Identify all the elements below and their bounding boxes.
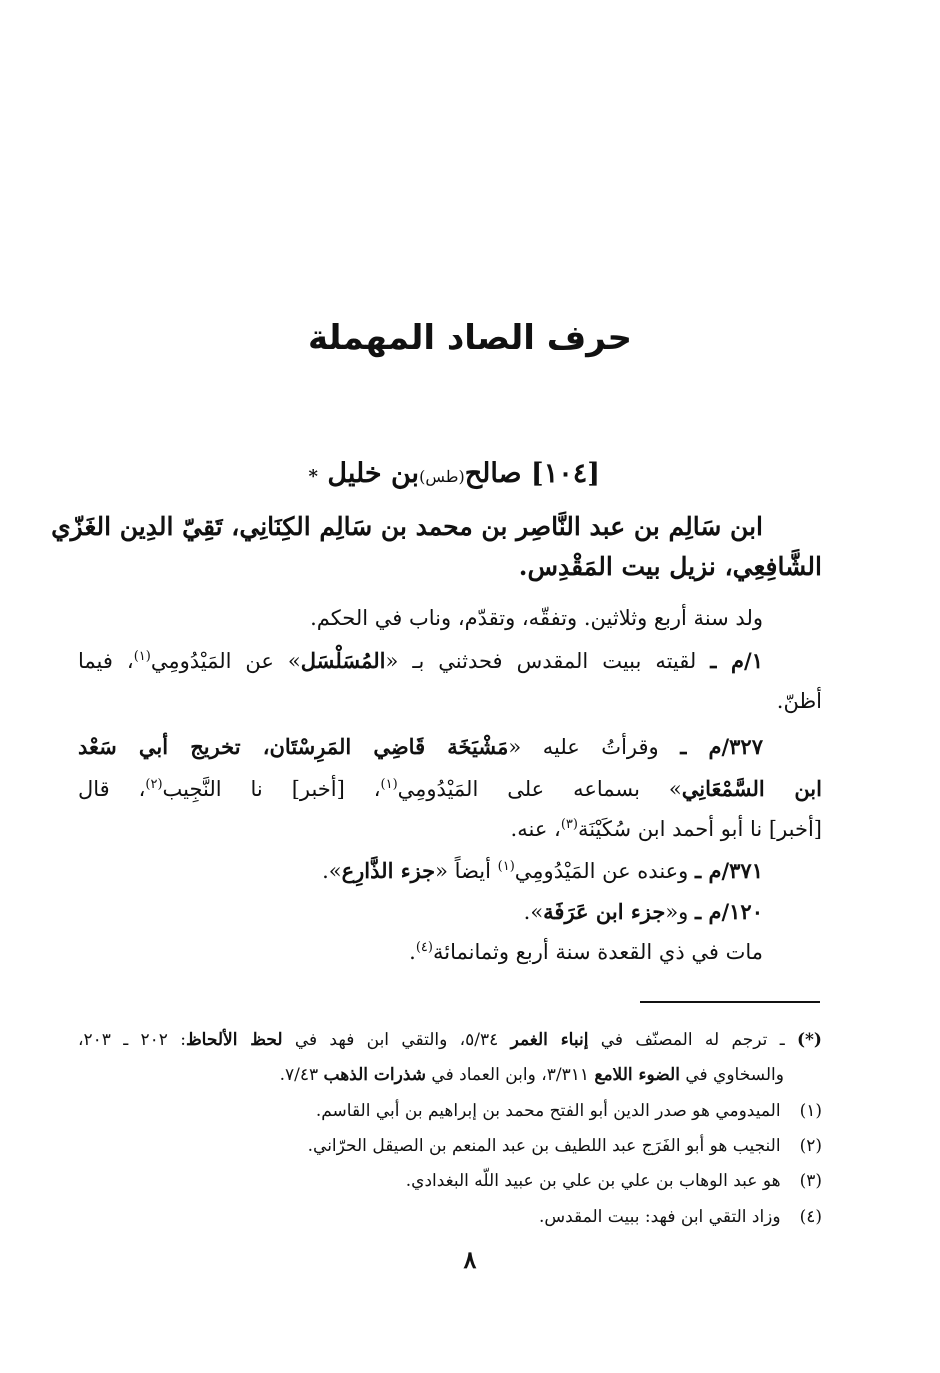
book-title: ابن السَّمْعَانِي: [681, 776, 822, 801]
text-run: مات في ذي القعدة سنة أربع وثمانمائة: [432, 940, 763, 964]
body-line-continuation: أظنّ.: [776, 689, 822, 713]
footnote-text: النجيب هو أبو الفَرَج عبد اللطيف بن عبد المنعم بن الصيقل الحرّاني.: [307, 1136, 781, 1156]
text-run: » بسماعه على المَيْدُومِي: [397, 777, 682, 801]
entry-lineage-line-1: ابن سَالِم بن عبد النَّاصِر بن محمد بن سَالِم الكِنَانِي، تَقِيّ الدِين الغَزّي: [51, 512, 763, 541]
source-title: لحظ الألحاظ: [185, 1030, 283, 1050]
body-line-birth: ولد سنة أربع وثلاثين. وتفقّه، وتقدّم، وناب في الحكم.: [310, 606, 763, 630]
text-run: و«: [665, 900, 689, 924]
text-run: .: [409, 940, 416, 964]
footnote-star-line-1: [78, 1030, 822, 1050]
footnote-1: [78, 1101, 822, 1121]
entry-footnote-mark: *: [308, 466, 318, 487]
book-title: جزء ابن عَرَفَة: [543, 899, 666, 924]
footnote-number: (٢): [799, 1136, 822, 1156]
entry-name-rest: بن خليل: [327, 458, 420, 489]
body-line-hadith-120: [78, 899, 763, 924]
footnote-ref: (١): [133, 649, 151, 664]
source-title: إنباء الغمر: [510, 1030, 589, 1050]
text-run: » عن المَيْدُومِي: [150, 649, 301, 673]
hadith-ref: ٣٧١/م ـ: [695, 858, 763, 883]
text-run: [أخبر] نا أبو أحمد ابن سُكَيْنَة: [577, 817, 822, 841]
text-run: وعنده عن المَيْدُومِي: [514, 859, 689, 883]
text-run: ، [أخبر] نا النَّجِيب: [162, 777, 381, 801]
text-run: ، قال: [78, 777, 146, 801]
text-run: والسخاوي في: [679, 1065, 784, 1085]
footnote-ref: (٤): [415, 940, 433, 955]
body-line-reading-2: [78, 776, 822, 801]
body-line-hadith-1: [78, 648, 763, 673]
footnote-number: (٣): [799, 1171, 822, 1191]
book-title: مَشْيَخَة قَاضِي المَرِسْتَان، تخريج أبي سَعْد: [78, 734, 509, 759]
text-run: ٥/٣٤، والتقي ابن فهد في: [282, 1030, 511, 1050]
text-run: ، عنه.: [510, 817, 561, 841]
page-number: ٨: [463, 1245, 477, 1274]
footnote-star-line-2: [78, 1065, 784, 1085]
footnote-text: الميدومي هو صدر الدين أبو الفتح محمد بن إبراهيم بن أبي القاسم.: [315, 1101, 781, 1121]
footnote-ref: (٢): [145, 777, 163, 792]
body-line-reading-3: [78, 817, 822, 841]
book-title: المُسَلْسَل: [300, 648, 386, 673]
footnote-2: [78, 1136, 822, 1156]
footnote-4: [78, 1207, 822, 1227]
source-title: الضوء اللامع: [594, 1065, 680, 1085]
text-run: ».: [523, 900, 544, 924]
body-line-hadith-371: [78, 858, 763, 883]
source-title: شذرات الذهب: [323, 1065, 427, 1085]
text-run: ٣/٣١١، وابن العماد في: [426, 1065, 595, 1085]
entry-source-tag: (طس): [419, 467, 465, 486]
chapter-title: حرف الصاد المهملة: [308, 318, 632, 358]
footnote-ref: (١): [380, 777, 398, 792]
footnote-3: [78, 1171, 822, 1191]
footnote-separator: [640, 1001, 820, 1003]
entry-lineage-line-2: الشَّافِعِي، نزيل بيت المَقْدِس.: [518, 552, 822, 581]
entry-name: صالح: [464, 458, 522, 489]
body-line-reading-1: [78, 734, 763, 759]
hadith-ref: ١/م ـ: [710, 648, 763, 673]
text-run: : ٢٠٢ ـ ٢٠٣،: [78, 1030, 186, 1050]
text-run: وقرأتُ عليه «: [508, 735, 659, 759]
entry-number: [١٠٤]: [530, 458, 600, 489]
footnote-number: (١): [799, 1101, 822, 1121]
footnote-text: هو عبد الوهاب بن علي بن علي بن عبيد اللّه البغدادي.: [405, 1171, 781, 1191]
hadith-ref: ١٢٠/م ـ: [695, 899, 763, 924]
text-run: ـ ترجم له المصنّف في: [588, 1030, 785, 1050]
hadith-ref: ٣٢٧/م ـ: [680, 734, 763, 759]
text-run: لقيته ببيت المقدس فحدثني بـ «: [385, 649, 697, 673]
footnote-ref: (٣): [560, 817, 578, 832]
footnote-number: (٤): [799, 1207, 822, 1227]
text-run: ٧/٤٣.: [279, 1065, 324, 1085]
footnote-text: وزاد التقي ابن فهد: ببيت المقدس.: [538, 1207, 781, 1227]
footnote-ref: (١): [497, 859, 515, 874]
entry-heading: [80, 458, 600, 489]
book-title: جزء الذَّارِع: [341, 858, 436, 883]
text-run: ، فيما: [78, 649, 134, 673]
footnote-number: (*): [797, 1030, 822, 1050]
text-run: ».: [322, 859, 342, 883]
body-line-death: [78, 940, 763, 964]
text-run: أيضاً «: [435, 859, 498, 883]
